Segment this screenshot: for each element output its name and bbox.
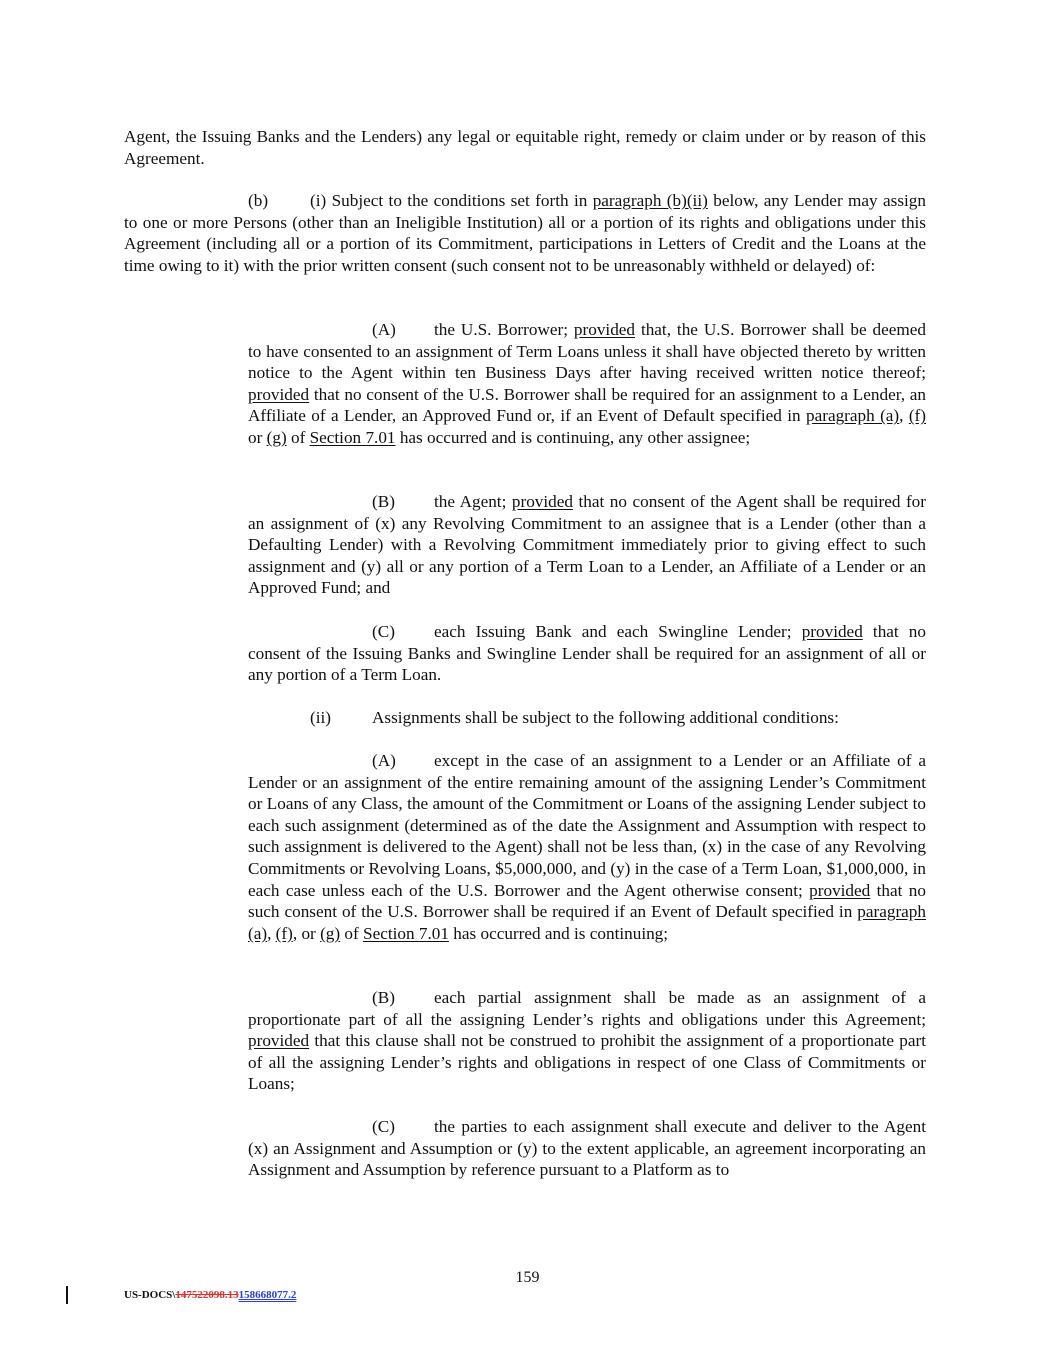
cross-ref-g: (g) (266, 427, 287, 447)
provided-term: provided (809, 880, 871, 900)
document-id-footer (124, 1288, 296, 1302)
label-A: (A) (372, 751, 396, 770)
cross-ref-paragraph-b-ii: paragraph (b)(ii) (592, 191, 708, 210)
label-B: (B) (372, 492, 395, 511)
paragraph-ii-A: (A) except in the case of an assignment to a Lender or an Affiliate of a Lender or an assignment of the entire remaining amount of the assigning Lender’s Commitment or Loans of any Class, the amount of the Commitment or Loans of the assigning Lender subject to each such assignment (determined as of the date the Assignment and Assumption with respect to such assignment is delivered to the Agent) shall not be less than, (x) in the case of any Revolving Commitments or Revolving Loans, $5,000,000, and (y) in the case of a Term Loan, $1,000,000, in each case unless each of the U.S. Borrower and the Agent otherwise consent; provided that no such consent of the U.S. Borrower shall be required if an Event of Default specified in paragraph (a), (f), or (g) of Section 7.01 has occurred and is continuing; (248, 751, 926, 943)
cross-ref-paragraph-a: paragraph (a) (248, 902, 926, 943)
paragraph-i-A: (A) the U.S. Borrower; provided that, the U.S. Borrower shall be deemed to have consented to an assignment of Term Loans unless it shall have objected thereto by written notice to the Agent within ten Business Days after having received written notice thereof; provided that no consent of the U.S. Borrower shall be required for an assignment to a Lender, an Affiliate of a Lender, an Approved Fund or, if an Event of Default specified in paragraph (a), (f) or (g) of Section 7.01 has occurred and is continuing, any other assignee; (248, 320, 926, 447)
label-ii: (ii) (310, 708, 331, 727)
cross-ref-paragraph-a: paragraph (a) (806, 406, 900, 426)
paragraph-intro-continued: Agent, the Issuing Banks and the Lenders) any legal or equitable right, remedy or claim under or by reason of this Agreement. (124, 127, 926, 168)
cross-ref-f: (f) (908, 406, 926, 426)
deleted-doc-id: 147522098.13 (175, 1289, 239, 1301)
label-B: (B) (372, 988, 395, 1007)
paragraph-b: (b) (i) Subject to the conditions set forth in paragraph (b)(ii) below, any Lender may assign to one or more Persons (other than an Ineligible Institution) all or a portion of its rights and obligations under this Agreement (including all or a portion of its Commitment, participations in Letters of Credit and the Loans at the time owing to it) with the prior written consent (such consent not to be unreasonably withheld or delayed) of: (124, 191, 926, 275)
change-bar (66, 1286, 68, 1304)
paragraph-i-C: (C) each Issuing Bank and each Swingline Lender; provided that no consent of the Issuing Banks and Swingline Lender shall be required for an assignment of all or any portion of a Term Loan. (248, 622, 926, 685)
provided-term: provided (573, 320, 636, 339)
label-b: (b) (248, 191, 269, 210)
provided-term: provided (248, 1031, 310, 1051)
paragraph-ii-B: (B) each partial assignment shall be made as an assignment of a proportionate part of all the assigning Lender’s rights and obligations under this Agreement; provided that this clause shall not be construed to prohibit the assignment of a proportionate part of all the assigning Lender’s rights and obligations in respect of one Class of Commitments or Loans; (248, 988, 926, 1094)
cross-ref-g: (g) (320, 923, 341, 943)
inserted-doc-id: 158668077.2 (238, 1289, 297, 1301)
paragraph-ii: (ii) Assignments shall be subject to the following additional conditions: (310, 708, 839, 727)
doc-prefix: US-DOCS\ (124, 1289, 176, 1301)
paragraph-i-B: (B) the Agent; provided that no consent of the Agent shall be required for an assignment of (x) any Revolving Commitment to an assignee that is a Lender (other than a Defaulting Lender) with a Revolving Commitment immediately prior to giving effect to such assignment and (y) all or any portion of a Term Loan to a Lender, an Affiliate of a Lender or an Approved Fund; and (248, 492, 926, 598)
label-A: (A) (372, 320, 396, 339)
provided-term: provided (511, 492, 573, 511)
provided-term: provided (248, 384, 310, 404)
cross-ref-section-7-01: Section 7.01 (363, 923, 449, 943)
cross-ref-f: (f) (275, 923, 293, 943)
page-number: 159 (515, 1269, 540, 1286)
label-C: (C) (372, 1117, 395, 1136)
provided-term: provided (801, 622, 863, 641)
label-C: (C) (372, 622, 395, 641)
paragraph-ii-C: (C) the parties to each assignment shall execute and deliver to the Agent (x) an Assignment and Assumption or (y) to the extent applicable, an agreement incorporating an Assignment and Assumption by reference pursuant to a Platform as to (248, 1117, 926, 1180)
cross-ref-section-7-01: Section 7.01 (309, 427, 396, 447)
